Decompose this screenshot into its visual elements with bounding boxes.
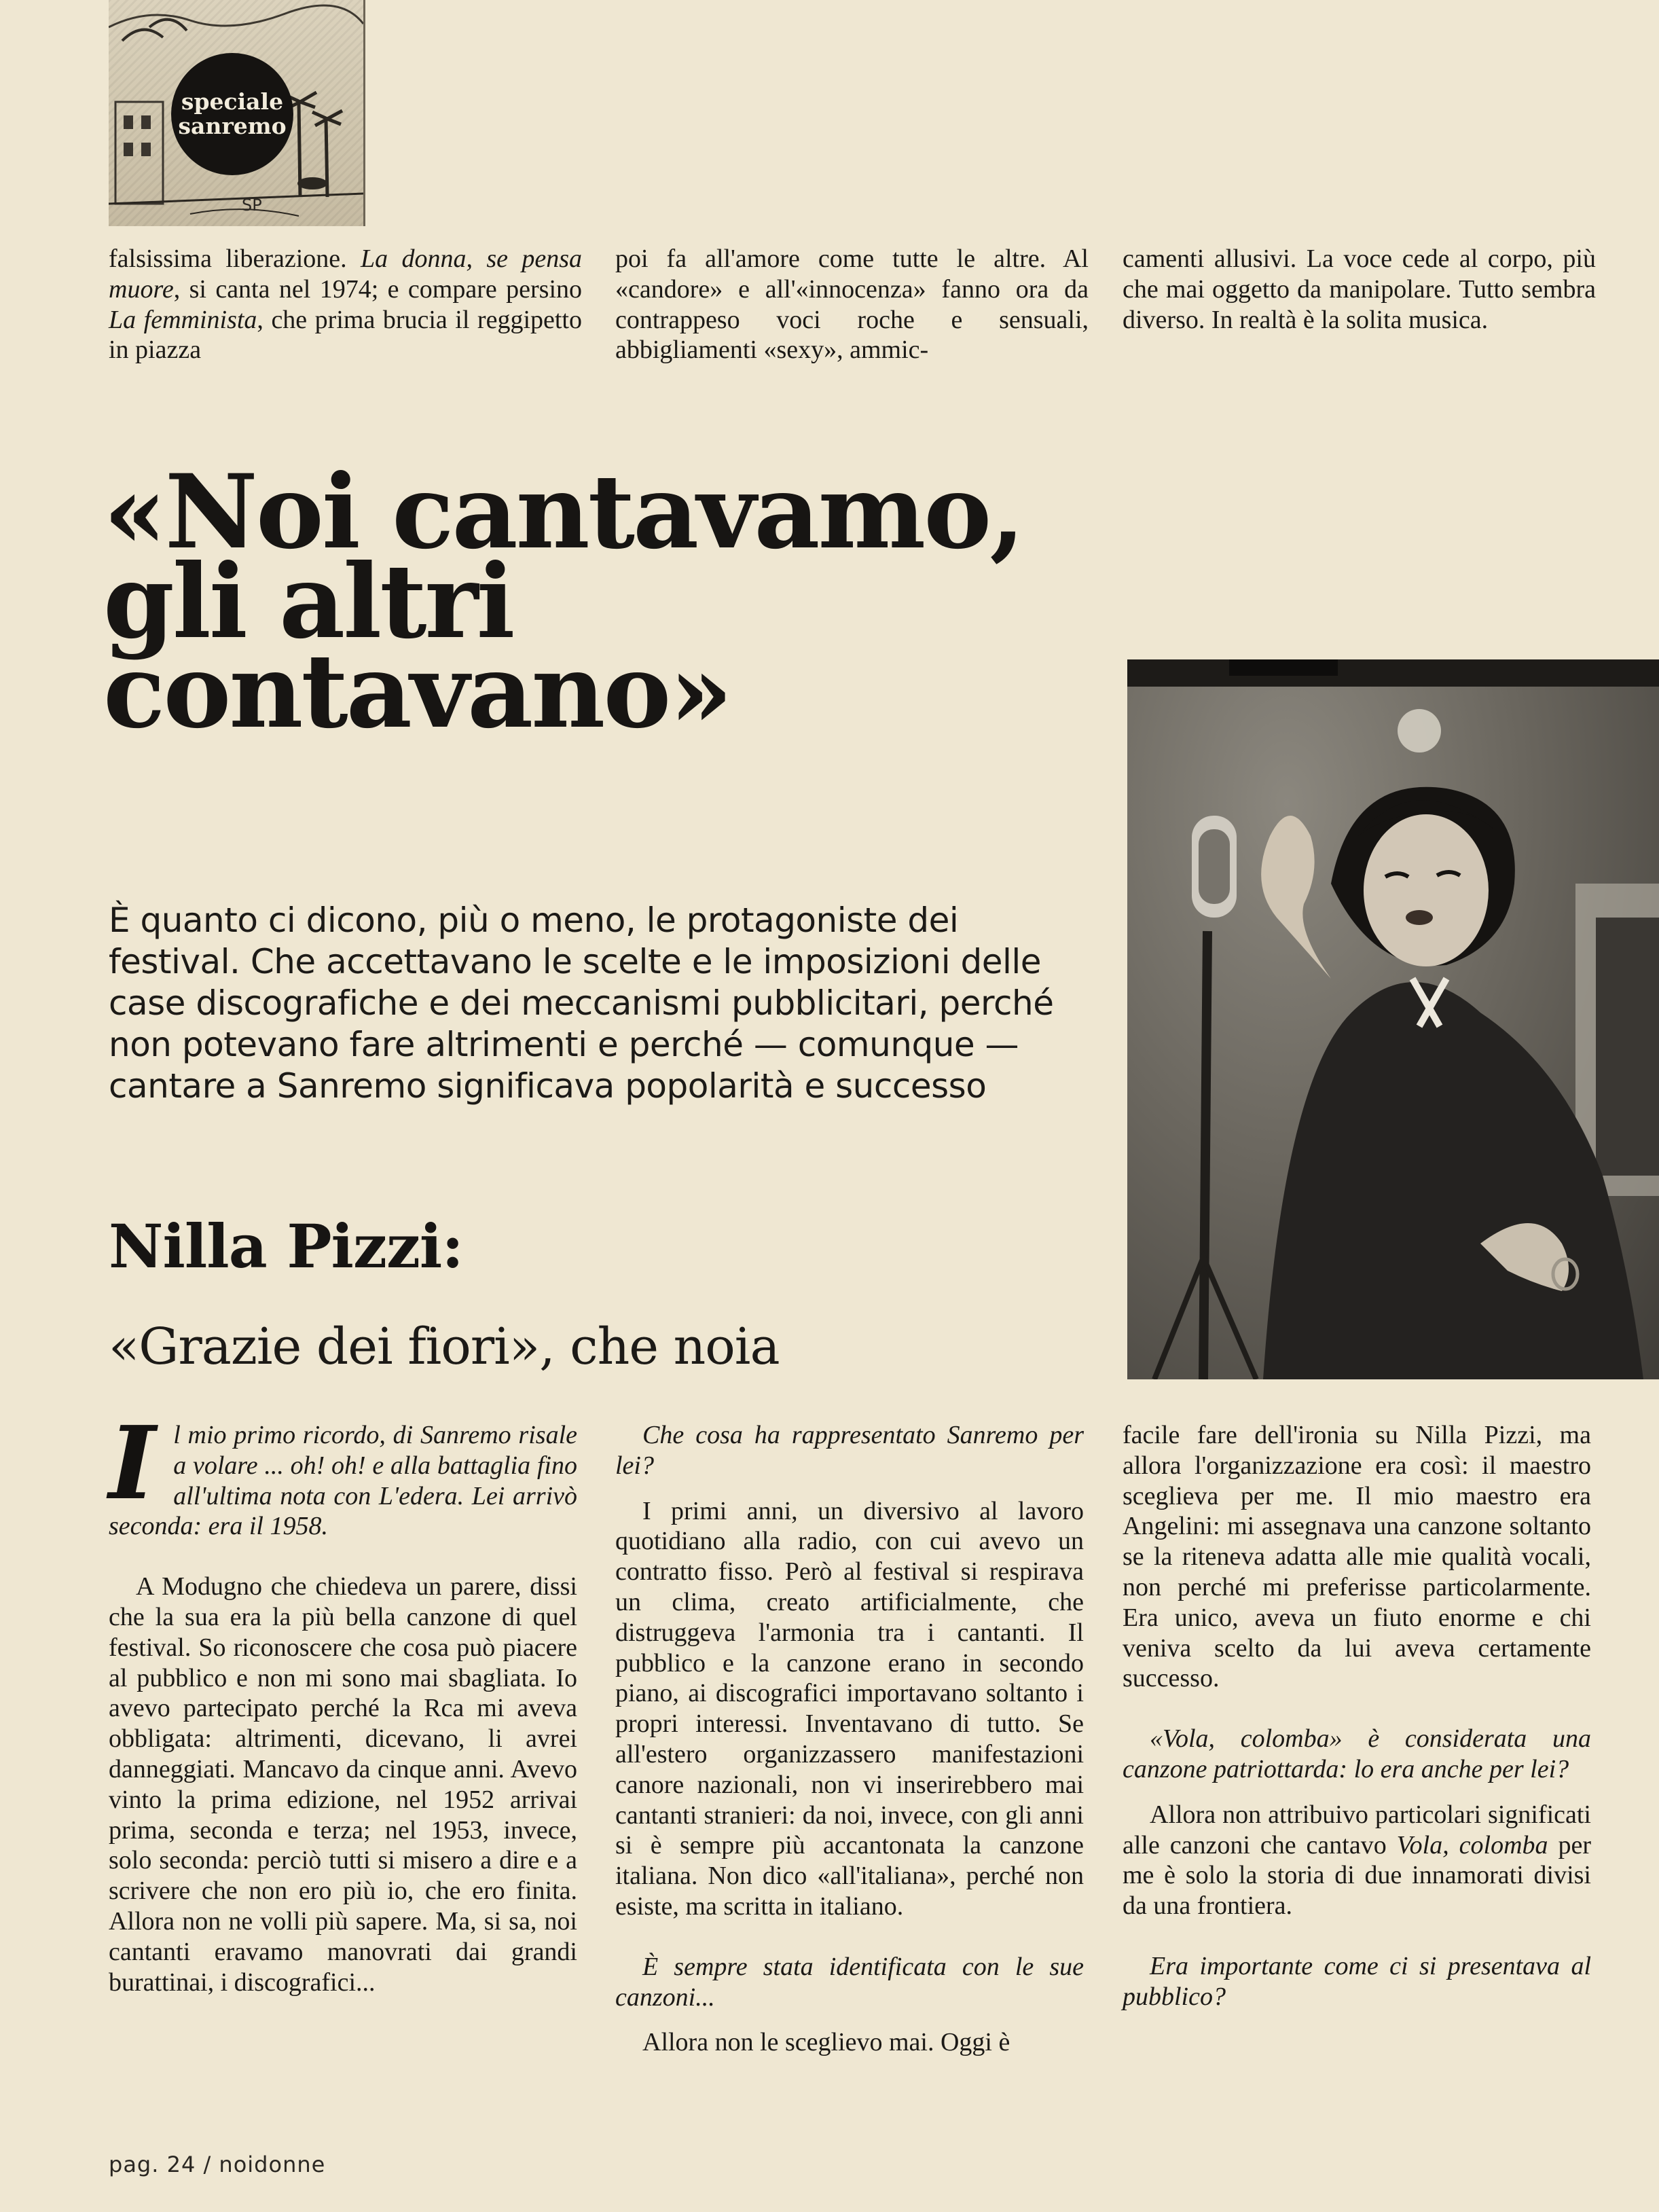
- paragraph-gap: [1123, 1785, 1591, 1800]
- interviewee-name: Nilla Pizzi:: [109, 1211, 463, 1282]
- song-title: Vola, colomba: [1396, 1830, 1548, 1860]
- badge-line-1: speciale: [181, 88, 284, 115]
- answer-1: A Modugno che chiedeva un parere, dissi che la sua era la più bella canzone di quel festival. So riconoscere che cosa può piacere al pubblico e non mi sono mai sbagliata. Io avevo partecipato perché la Rca mi aveva obbligata: altrimenti, dicevano, li avrei danneggiati. Mancavo da cinque anni. Avevo vinto la prima edizione, nel 1952 arrivai prima, seconda e terza; nel 1953, invece, solo seconda: perciò tutti si misero a dire e a scrivere che non ero più io, che ero finita. Allora non ne volli più sapere. Ma, si sa, noi cantanti eravamo manovrati dai grandi burattinai, i discografici...: [109, 1572, 577, 1997]
- headline: [103, 452, 1203, 751]
- top-column-1: [109, 244, 582, 365]
- top-column-3: [1123, 244, 1596, 335]
- song-title: La donna, se pensa muore: [109, 244, 582, 304]
- question-2: Che cosa ha rappresentato Sanremo per lei?: [615, 1421, 1084, 1480]
- headline-line-2: gli altri: [103, 542, 513, 661]
- headline-line-1: «Noi cantavamo,: [103, 452, 1023, 572]
- paragraph-gap: [615, 1481, 1084, 1496]
- question-3: È sempre stata identificata con le sue canzoni...: [615, 1952, 1084, 2012]
- paragraph-gap: [1123, 1921, 1591, 1951]
- top-column-1-text: [109, 244, 582, 365]
- text-segment: per me è solo la storia di due innamorati divisi da una frontiera.: [1123, 1830, 1591, 1921]
- top-column-2-text: poi fa all'amore come tutte le altre. Al «candore» e all'«innocenza» fanno ora da contrappeso voci roche e sensuali, abbigliamenti «sexy», ammic-: [615, 244, 1089, 365]
- sp-sign: SP: [242, 196, 262, 215]
- text-segment: , che prima brucia il reggipetto in piazza: [109, 305, 582, 365]
- answer-4: [1123, 1800, 1591, 1921]
- answer-3-start: Allora non le sceglievo mai. Oggi è: [642, 2028, 1010, 2057]
- header-illustration: [109, 0, 365, 226]
- text-segment: Allora non attribuivo particolari significati alle canzoni che cantavo: [1123, 1800, 1591, 1860]
- interview-column-1: [109, 1404, 577, 1997]
- interview-subtitle: «Grazie dei fiori», che noia: [109, 1318, 780, 1376]
- question-1: [109, 1404, 577, 1542]
- paragraph-gap: [615, 2012, 1084, 2027]
- interview-column-2: [615, 1420, 1084, 2058]
- paragraph-gap: [1123, 1694, 1591, 1724]
- paragraph-gap: [109, 1542, 577, 1572]
- badge-line-2: sanremo: [178, 113, 287, 139]
- interview-column-3: [1123, 1420, 1591, 2012]
- answer-3-continued: facile fare dell'ironia su Nilla Pizzi, ma allora l'organizzazione era così: il maestro sceglieva per me. Il mio maestro era Angelini: mi assegnava una canzone soltanto se la riteneva adatta alle mie qualità vocali, non perché mi preferisse particolarmente. Era unico, aveva un fiuto enorme e chi veniva scelto da lui aveva certamente successo.: [1123, 1421, 1591, 1693]
- text-segment: , si canta nel 1974; e compare persino: [173, 274, 582, 304]
- top-column-2: [615, 244, 1089, 365]
- photo-illustration: [1127, 659, 1659, 1379]
- drop-cap: I: [109, 1404, 156, 1522]
- text-segment: falsissima liberazione.: [109, 244, 361, 273]
- singer-at-microphone-photo: [1127, 659, 1659, 1379]
- headline-line-3: contavano»: [103, 632, 731, 751]
- answer-2: I primi anni, un diversivo al lavoro quotidiano alla radio, con cui avevo un contratto fisso. Però al festival si respirava un clima, creato artificialmente, che distruggeva l'armonia tra i cantanti. Il pubblico e la canzone erano in secondo piano, ai discografici importavano soltanto i propri interessi. Inventavano di tutto. Se all'estero organizzassero manifestazioni canore nazionali, non vi inserirebbero mai cantanti stranieri: da noi, invece, con gli anni si è sempre più accantonata la canzone italiana. Non dico «all'italiana», perché non esiste, ma scritta in italiano.: [615, 1496, 1084, 1921]
- song-title: La femminista: [109, 305, 257, 334]
- speciale-sanremo-badge: [171, 53, 293, 175]
- question-5: Era importante come ci si presentava al pubblico?: [1123, 1951, 1591, 2011]
- question-4: «Vola, colomba» è considerata una canzone patriottarda: lo era anche per lei?: [1123, 1724, 1591, 1783]
- paragraph-gap: [615, 1922, 1084, 1952]
- top-column-3-text: camenti allusivi. La voce cede al corpo, più che mai oggetto da manipolare. Tutto sembra diverso. In realtà è la solita musica.: [1123, 244, 1596, 334]
- standfirst: È quanto ci dicono, più o meno, le protagoniste dei festival. Che accettavano le scelte e le imposizioni delle case discografiche e dei meccanismi pubblicitari, perché non potevano fare altrimenti e perché — comunque — cantare a Sanremo significava popolarità e successo: [109, 901, 1054, 1106]
- question-1-text: l mio primo ricordo, di Sanremo risale a volare ... oh! oh! e alla battaglia fino all'ultima nota con L'edera. Lei arrivò seconda: era il 1958.: [109, 1421, 577, 1541]
- page-footer: pag. 24 / noidonne: [109, 2152, 326, 2177]
